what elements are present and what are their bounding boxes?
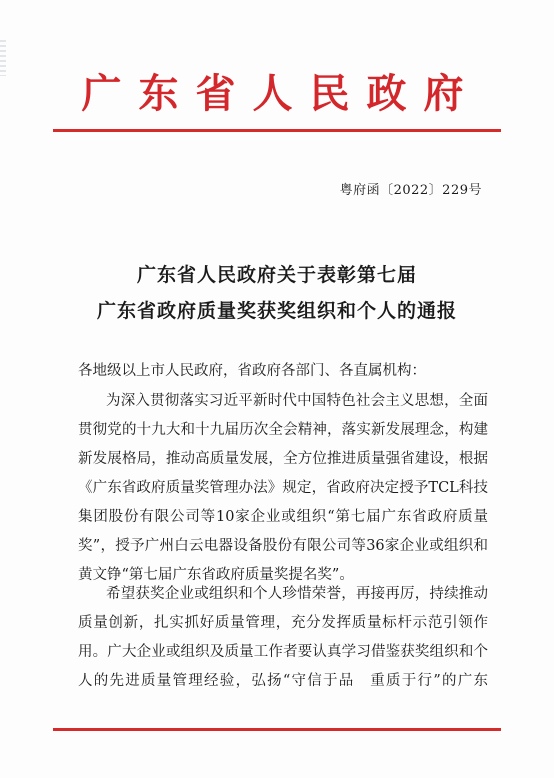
document-number: 粤府函〔2022〕229号 <box>339 183 482 198</box>
notice-title-line-1: 广东省人民政府关于表彰第七届 <box>136 264 417 286</box>
issuer-title: 广东省人民政府 <box>81 70 481 117</box>
paragraph-line: 希望获奖企业或组织和个人珍惜荣誉，再接再厉，持续推动 <box>106 586 488 602</box>
paragraph-line: 新发展格局，推动高质量发展，全方位推进质量强省建设，根据 <box>78 451 488 467</box>
paragraph-2 <box>78 580 488 696</box>
paragraph-line: 用。广大企业或组织及质量工作者要认真学习借鉴获奖组织和个 <box>78 644 488 660</box>
red-footer-rule <box>53 728 501 731</box>
paragraph-line: 质量创新，扎实抓好质量管理，充分发挥质量标杆示范引领作 <box>78 615 488 631</box>
scan-edge-artifact <box>0 40 6 76</box>
paragraph-line: 黄文铮“第七届广东省政府质量奖提名奖”。 <box>78 567 354 583</box>
paragraph-1 <box>78 387 488 590</box>
paragraph-line: 贯彻党的十九大和十九届历次全会精神，落实新发展理念，构建 <box>78 422 488 438</box>
paragraph-line: 人的先进质量管理经验，弘扬“守信于品 重质于行”的广东 <box>78 673 488 689</box>
notice-title-line-2: 广东省政府质量奖获奖组织和个人的通报 <box>96 300 457 322</box>
salutation: 各地级以上市人民政府，省政府各部门、各直属机构： <box>78 363 426 379</box>
paragraph-line: 奖”，授予广州白云电器设备股份有限公司等36家企业或组织和 <box>78 538 488 554</box>
paragraph-line: 集团股份有限公司等10家企业或组织“第七届广东省政府质量 <box>78 509 488 525</box>
paragraph-line: 《广东省政府质量奖管理办法》规定，省政府决定授予TCL科技 <box>78 480 488 496</box>
paragraph-line: 为深入贯彻落实习近平新时代中国特色社会主义思想，全面 <box>106 393 488 409</box>
red-header-rule <box>53 129 501 132</box>
